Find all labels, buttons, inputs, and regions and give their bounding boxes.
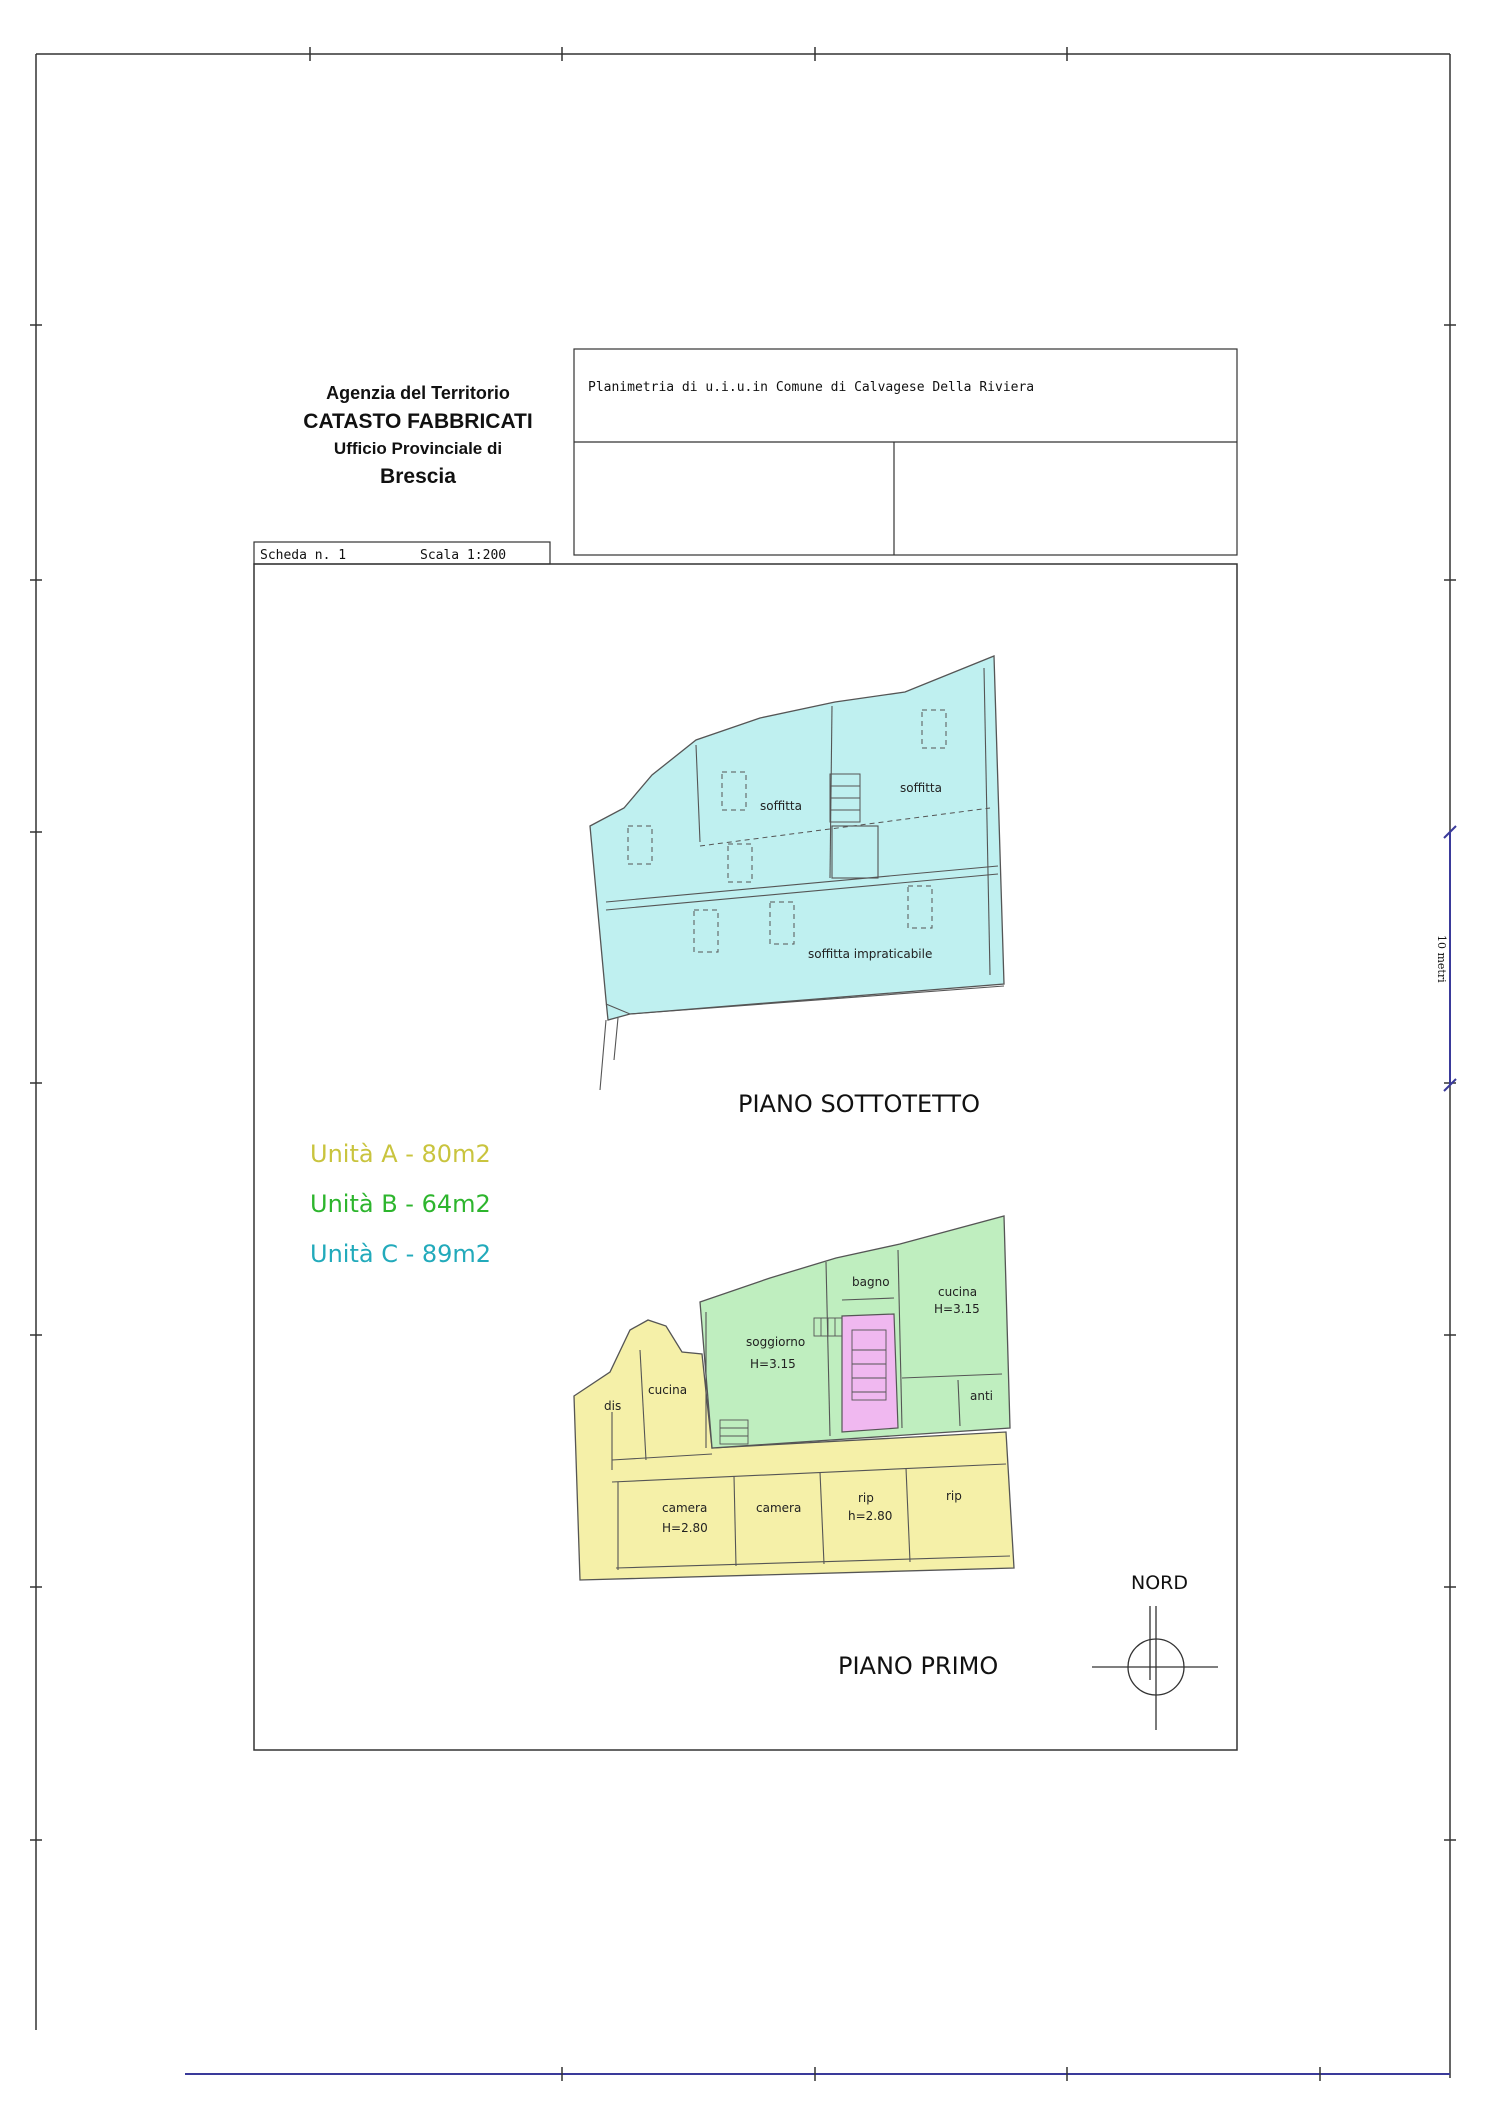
room-dis: dis (604, 1399, 622, 1413)
room-rip-1-height: h=2.80 (848, 1509, 893, 1523)
agency-name: Agenzia del Territorio (326, 383, 510, 403)
legend-unit-b: Unità B - 64m2 (310, 1190, 491, 1218)
scale-bar-label: 10 metri (1435, 935, 1448, 983)
room-anti: anti (970, 1389, 993, 1403)
room-camera-1: camera (662, 1501, 708, 1515)
room-soffitta-2: soffitta (900, 781, 942, 795)
province-name: Brescia (380, 465, 456, 488)
scale-ratio: Scala 1:200 (420, 548, 507, 563)
room-soggiorno-height: H=3.15 (750, 1357, 796, 1371)
room-cucina-a: cucina (648, 1383, 688, 1397)
plan-sottotetto (590, 656, 1004, 1090)
room-camera-1-height: H=2.80 (662, 1521, 708, 1535)
room-cucina-b-height: H=3.15 (934, 1302, 980, 1316)
room-soffitta-impraticabile: soffitta impraticabile (808, 947, 933, 961)
ufficio-label: Ufficio Provinciale di (333, 439, 503, 458)
room-bagno: bagno (852, 1275, 890, 1289)
room-rip-1: rip (858, 1491, 874, 1505)
frame-ticks (30, 47, 1456, 2081)
catasto-title: CATASTO FABBRICATI (303, 410, 533, 433)
room-rip-2: rip (946, 1489, 962, 1503)
room-camera-2: camera (756, 1501, 802, 1515)
scheda-number: Scheda n. 1 (260, 548, 347, 563)
plan-primo (574, 1216, 1014, 1580)
legend-unit-c: Unità C - 89m2 (310, 1240, 492, 1268)
room-cucina-b: cucina (938, 1285, 978, 1299)
room-soffitta-1: soffitta (760, 799, 802, 813)
outer-frame (36, 54, 1450, 2078)
planimetria-title: Planimetria di u.i.u.in Comune di Calvagese Della Riviera (588, 380, 1035, 395)
stair-area (842, 1314, 898, 1432)
legend-unit-a: Unità A - 80m2 (310, 1140, 491, 1168)
north-label: NORD (1131, 1572, 1188, 1594)
room-soggiorno: soggiorno (746, 1335, 806, 1349)
north-arrow-icon (1092, 1606, 1218, 1730)
floor-label-sottotetto: PIANO SOTTOTETTO (738, 1090, 980, 1118)
floor-label-primo: PIANO PRIMO (838, 1652, 999, 1680)
